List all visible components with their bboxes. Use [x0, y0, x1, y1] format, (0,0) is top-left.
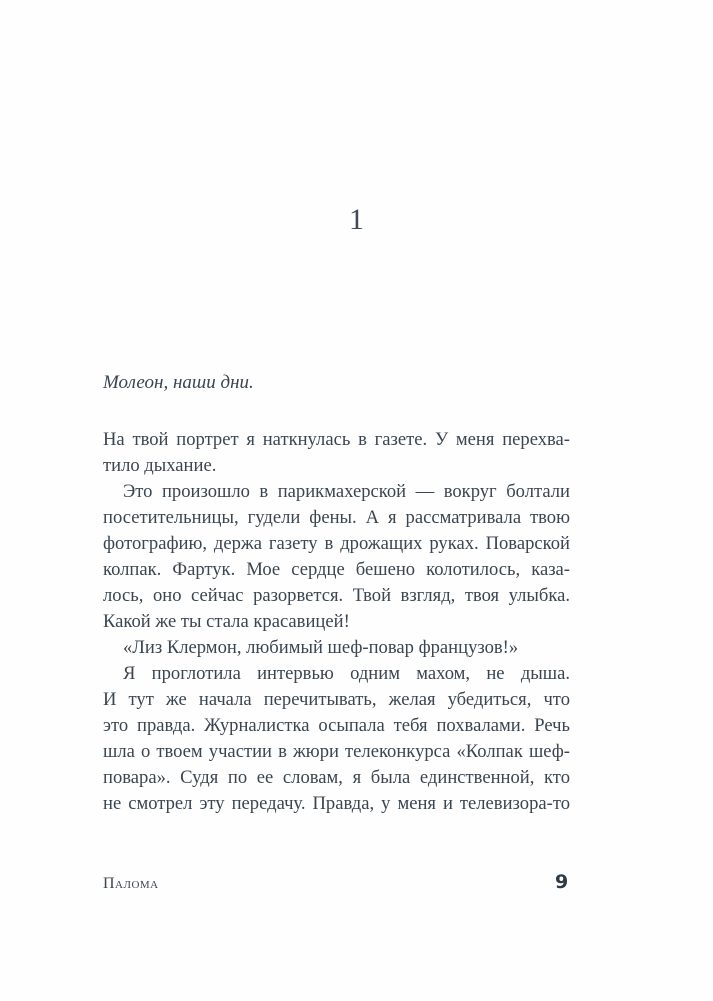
text-line: колпак. Фартук. Мое сердце бешено колотилось, каза- — [103, 559, 570, 580]
text-line: лось, оно сейчас разорвется. Твой взгляд, твоя улыбка. — [103, 585, 570, 606]
page-number: 9 — [555, 871, 569, 893]
text-line: шла о твоем участии в жюри телеконкурса «Колпак шеф- — [103, 741, 570, 762]
chapter-number: 1 — [349, 203, 364, 236]
text-line: «Лиз Клермон, любимый шеф-повар французов!» — [123, 637, 519, 658]
text-line: повара». Судя по ее словам, я была единственной, кто — [103, 767, 570, 788]
text-line: не смотрел эту передачу. Правда, у меня и телевизора-то — [103, 793, 570, 814]
text-line: посетительницы, гудели фены. А я рассматривала твою — [103, 507, 570, 528]
text-line: На твой портрет я наткнулась в газете. У меня перехва- — [103, 429, 570, 450]
epigraph-place-time: Молеон, наши дни. — [103, 372, 254, 393]
text-line: тило дыхание. — [103, 455, 217, 476]
text-line: это правда. Журналистка осыпала тебя похвалами. Речь — [103, 715, 570, 736]
text-line: Какой же ты стала красавицей! — [103, 611, 350, 632]
running-title: Палома — [103, 875, 159, 892]
text-line: фотографию, держа газету в дрожащих руках. Поварской — [103, 533, 570, 554]
text-line: Я проглотила интервью одним махом, не дыша. — [123, 663, 570, 684]
text-line: И тут же начала перечитывать, желая убедиться, что — [103, 689, 570, 710]
text-line: Это произошло в парикмахерской — вокруг болтали — [123, 481, 570, 502]
